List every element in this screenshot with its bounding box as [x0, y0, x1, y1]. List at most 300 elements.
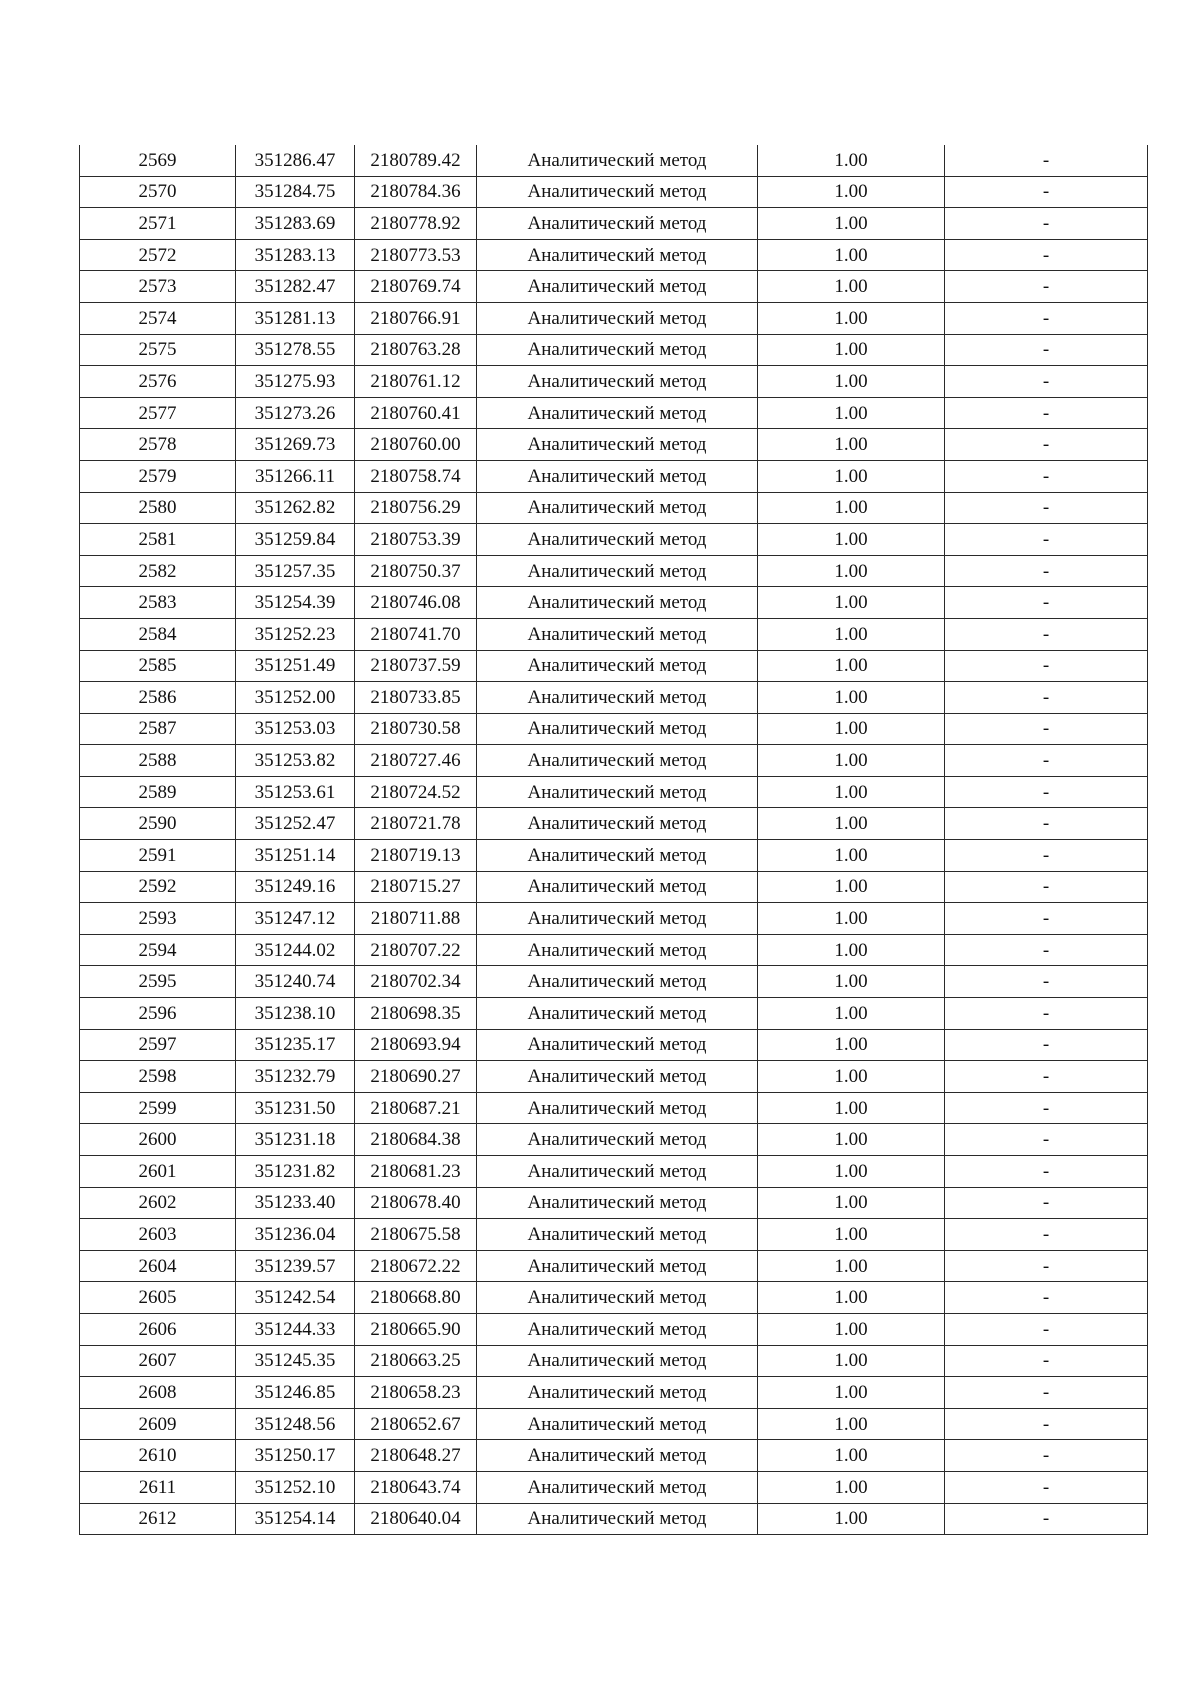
- y-coordinate-cell: 2180750.37: [355, 555, 477, 587]
- method-cell: Аналитический метод: [477, 1124, 758, 1156]
- x-coordinate-cell: 351240.74: [236, 966, 355, 998]
- point-number-cell: 2586: [80, 682, 236, 714]
- point-number-cell: 2577: [80, 397, 236, 429]
- description-cell: -: [945, 587, 1148, 619]
- accuracy-cell: 1.00: [758, 1503, 945, 1535]
- point-number-cell: 2600: [80, 1124, 236, 1156]
- x-coordinate-cell: 351278.55: [236, 334, 355, 366]
- description-cell: -: [945, 1219, 1148, 1251]
- method-cell: Аналитический метод: [477, 1250, 758, 1282]
- accuracy-cell: 1.00: [758, 145, 945, 176]
- accuracy-cell: 1.00: [758, 682, 945, 714]
- description-cell: -: [945, 1440, 1148, 1472]
- accuracy-cell: 1.00: [758, 998, 945, 1030]
- x-coordinate-cell: 351250.17: [236, 1440, 355, 1472]
- x-coordinate-cell: 351233.40: [236, 1187, 355, 1219]
- point-number-cell: 2576: [80, 366, 236, 398]
- table-row: [80, 271, 1148, 303]
- accuracy-cell: 1.00: [758, 745, 945, 777]
- y-coordinate-cell: 2180753.39: [355, 524, 477, 556]
- x-coordinate-cell: 351253.03: [236, 713, 355, 745]
- x-coordinate-cell: 351269.73: [236, 429, 355, 461]
- y-coordinate-cell: 2180719.13: [355, 840, 477, 872]
- x-coordinate-cell: 351266.11: [236, 460, 355, 492]
- accuracy-cell: 1.00: [758, 208, 945, 240]
- table-row: [80, 366, 1148, 398]
- accuracy-cell: 1.00: [758, 555, 945, 587]
- y-coordinate-cell: 2180763.28: [355, 334, 477, 366]
- y-coordinate-cell: 2180672.22: [355, 1250, 477, 1282]
- description-cell: -: [945, 871, 1148, 903]
- point-number-cell: 2597: [80, 1029, 236, 1061]
- point-number-cell: 2605: [80, 1282, 236, 1314]
- x-coordinate-cell: 351253.82: [236, 745, 355, 777]
- x-coordinate-cell: 351252.10: [236, 1471, 355, 1503]
- accuracy-cell: 1.00: [758, 1345, 945, 1377]
- table-row: [80, 587, 1148, 619]
- accuracy-cell: 1.00: [758, 871, 945, 903]
- table-row: [80, 966, 1148, 998]
- table-row: [80, 1219, 1148, 1251]
- description-cell: -: [945, 555, 1148, 587]
- y-coordinate-cell: 2180784.36: [355, 176, 477, 208]
- description-cell: -: [945, 1345, 1148, 1377]
- description-cell: -: [945, 1282, 1148, 1314]
- description-cell: -: [945, 998, 1148, 1030]
- table-row: [80, 555, 1148, 587]
- point-number-cell: 2610: [80, 1440, 236, 1472]
- y-coordinate-cell: 2180727.46: [355, 745, 477, 777]
- description-cell: -: [945, 1029, 1148, 1061]
- method-cell: Аналитический метод: [477, 682, 758, 714]
- method-cell: Аналитический метод: [477, 1219, 758, 1251]
- table-row: [80, 1440, 1148, 1472]
- method-cell: Аналитический метод: [477, 208, 758, 240]
- point-number-cell: 2571: [80, 208, 236, 240]
- y-coordinate-cell: 2180758.74: [355, 460, 477, 492]
- table-row: [80, 302, 1148, 334]
- table-row: [80, 1092, 1148, 1124]
- y-coordinate-cell: 2180769.74: [355, 271, 477, 303]
- accuracy-cell: 1.00: [758, 460, 945, 492]
- accuracy-cell: 1.00: [758, 1282, 945, 1314]
- description-cell: -: [945, 618, 1148, 650]
- x-coordinate-cell: 351231.82: [236, 1156, 355, 1188]
- y-coordinate-cell: 2180693.94: [355, 1029, 477, 1061]
- table-row: [80, 1124, 1148, 1156]
- point-number-cell: 2583: [80, 587, 236, 619]
- description-cell: -: [945, 966, 1148, 998]
- table-row: [80, 1471, 1148, 1503]
- method-cell: Аналитический метод: [477, 934, 758, 966]
- table-row: [80, 176, 1148, 208]
- x-coordinate-cell: 351249.16: [236, 871, 355, 903]
- method-cell: Аналитический метод: [477, 176, 758, 208]
- table-row: [80, 1061, 1148, 1093]
- method-cell: Аналитический метод: [477, 1503, 758, 1535]
- x-coordinate-cell: 351252.00: [236, 682, 355, 714]
- point-number-cell: 2570: [80, 176, 236, 208]
- x-coordinate-cell: 351281.13: [236, 302, 355, 334]
- table-row: [80, 1187, 1148, 1219]
- point-number-cell: 2608: [80, 1377, 236, 1409]
- table-row: [80, 1313, 1148, 1345]
- accuracy-cell: 1.00: [758, 524, 945, 556]
- point-number-cell: 2589: [80, 776, 236, 808]
- point-number-cell: 2592: [80, 871, 236, 903]
- x-coordinate-cell: 351275.93: [236, 366, 355, 398]
- method-cell: Аналитический метод: [477, 1282, 758, 1314]
- x-coordinate-cell: 351238.10: [236, 998, 355, 1030]
- x-coordinate-cell: 351239.57: [236, 1250, 355, 1282]
- accuracy-cell: 1.00: [758, 239, 945, 271]
- description-cell: -: [945, 1124, 1148, 1156]
- y-coordinate-cell: 2180773.53: [355, 239, 477, 271]
- y-coordinate-cell: 2180711.88: [355, 903, 477, 935]
- table-row: [80, 618, 1148, 650]
- table-row: [80, 145, 1148, 176]
- method-cell: Аналитический метод: [477, 1156, 758, 1188]
- x-coordinate-cell: 351244.02: [236, 934, 355, 966]
- accuracy-cell: 1.00: [758, 840, 945, 872]
- y-coordinate-cell: 2180652.67: [355, 1408, 477, 1440]
- method-cell: Аналитический метод: [477, 1345, 758, 1377]
- y-coordinate-cell: 2180756.29: [355, 492, 477, 524]
- accuracy-cell: 1.00: [758, 934, 945, 966]
- method-cell: Аналитический метод: [477, 840, 758, 872]
- description-cell: -: [945, 1503, 1148, 1535]
- x-coordinate-cell: 351252.47: [236, 808, 355, 840]
- y-coordinate-cell: 2180715.27: [355, 871, 477, 903]
- point-number-cell: 2604: [80, 1250, 236, 1282]
- description-cell: -: [945, 397, 1148, 429]
- accuracy-cell: 1.00: [758, 1250, 945, 1282]
- y-coordinate-cell: 2180678.40: [355, 1187, 477, 1219]
- point-number-cell: 2599: [80, 1092, 236, 1124]
- y-coordinate-cell: 2180684.38: [355, 1124, 477, 1156]
- table-row: [80, 1029, 1148, 1061]
- description-cell: -: [945, 1156, 1148, 1188]
- y-coordinate-cell: 2180690.27: [355, 1061, 477, 1093]
- description-cell: -: [945, 903, 1148, 935]
- point-number-cell: 2601: [80, 1156, 236, 1188]
- y-coordinate-cell: 2180698.35: [355, 998, 477, 1030]
- x-coordinate-cell: 351254.14: [236, 1503, 355, 1535]
- accuracy-cell: 1.00: [758, 429, 945, 461]
- method-cell: Аналитический метод: [477, 397, 758, 429]
- y-coordinate-cell: 2180746.08: [355, 587, 477, 619]
- table-row: [80, 1345, 1148, 1377]
- method-cell: Аналитический метод: [477, 1029, 758, 1061]
- y-coordinate-cell: 2180668.80: [355, 1282, 477, 1314]
- point-number-cell: 2593: [80, 903, 236, 935]
- method-cell: Аналитический метод: [477, 776, 758, 808]
- point-number-cell: 2587: [80, 713, 236, 745]
- x-coordinate-cell: 351253.61: [236, 776, 355, 808]
- table-row: [80, 397, 1148, 429]
- method-cell: Аналитический метод: [477, 871, 758, 903]
- y-coordinate-cell: 2180665.90: [355, 1313, 477, 1345]
- table-row: [80, 650, 1148, 682]
- method-cell: Аналитический метод: [477, 429, 758, 461]
- table-row: [80, 429, 1148, 461]
- description-cell: -: [945, 934, 1148, 966]
- table-row: [80, 1282, 1148, 1314]
- x-coordinate-cell: 351283.13: [236, 239, 355, 271]
- point-number-cell: 2572: [80, 239, 236, 271]
- y-coordinate-cell: 2180760.00: [355, 429, 477, 461]
- y-coordinate-cell: 2180730.58: [355, 713, 477, 745]
- x-coordinate-cell: 351247.12: [236, 903, 355, 935]
- x-coordinate-cell: 351244.33: [236, 1313, 355, 1345]
- accuracy-cell: 1.00: [758, 1408, 945, 1440]
- y-coordinate-cell: 2180687.21: [355, 1092, 477, 1124]
- method-cell: Аналитический метод: [477, 1092, 758, 1124]
- description-cell: -: [945, 1092, 1148, 1124]
- description-cell: -: [945, 176, 1148, 208]
- accuracy-cell: 1.00: [758, 1156, 945, 1188]
- x-coordinate-cell: 351254.39: [236, 587, 355, 619]
- point-number-cell: 2588: [80, 745, 236, 777]
- table-row: [80, 998, 1148, 1030]
- y-coordinate-cell: 2180766.91: [355, 302, 477, 334]
- point-number-cell: 2595: [80, 966, 236, 998]
- method-cell: Аналитический метод: [477, 618, 758, 650]
- point-number-cell: 2609: [80, 1408, 236, 1440]
- method-cell: Аналитический метод: [477, 239, 758, 271]
- point-number-cell: 2603: [80, 1219, 236, 1251]
- table-row: [80, 492, 1148, 524]
- point-number-cell: 2607: [80, 1345, 236, 1377]
- method-cell: Аналитический метод: [477, 524, 758, 556]
- coordinates-table: [79, 145, 1148, 1535]
- description-cell: -: [945, 776, 1148, 808]
- method-cell: Аналитический метод: [477, 713, 758, 745]
- y-coordinate-cell: 2180733.85: [355, 682, 477, 714]
- point-number-cell: 2575: [80, 334, 236, 366]
- accuracy-cell: 1.00: [758, 302, 945, 334]
- description-cell: -: [945, 1250, 1148, 1282]
- table-row: [80, 1503, 1148, 1535]
- y-coordinate-cell: 2180761.12: [355, 366, 477, 398]
- method-cell: Аналитический метод: [477, 745, 758, 777]
- description-cell: -: [945, 460, 1148, 492]
- y-coordinate-cell: 2180643.74: [355, 1471, 477, 1503]
- point-number-cell: 2580: [80, 492, 236, 524]
- description-cell: -: [945, 1313, 1148, 1345]
- y-coordinate-cell: 2180789.42: [355, 145, 477, 176]
- table-row: [80, 871, 1148, 903]
- method-cell: Аналитический метод: [477, 492, 758, 524]
- table-row: [80, 713, 1148, 745]
- description-cell: -: [945, 492, 1148, 524]
- x-coordinate-cell: 351246.85: [236, 1377, 355, 1409]
- table-row: [80, 334, 1148, 366]
- table-row: [80, 1408, 1148, 1440]
- y-coordinate-cell: 2180663.25: [355, 1345, 477, 1377]
- accuracy-cell: 1.00: [758, 1377, 945, 1409]
- point-number-cell: 2606: [80, 1313, 236, 1345]
- accuracy-cell: 1.00: [758, 366, 945, 398]
- description-cell: -: [945, 650, 1148, 682]
- point-number-cell: 2579: [80, 460, 236, 492]
- y-coordinate-cell: 2180778.92: [355, 208, 477, 240]
- description-cell: -: [945, 366, 1148, 398]
- method-cell: Аналитический метод: [477, 1471, 758, 1503]
- point-number-cell: 2590: [80, 808, 236, 840]
- description-cell: -: [945, 239, 1148, 271]
- method-cell: Аналитический метод: [477, 966, 758, 998]
- accuracy-cell: 1.00: [758, 176, 945, 208]
- description-cell: -: [945, 271, 1148, 303]
- point-number-cell: 2602: [80, 1187, 236, 1219]
- method-cell: Аналитический метод: [477, 903, 758, 935]
- x-coordinate-cell: 351232.79: [236, 1061, 355, 1093]
- accuracy-cell: 1.00: [758, 903, 945, 935]
- accuracy-cell: 1.00: [758, 1313, 945, 1345]
- description-cell: -: [945, 1061, 1148, 1093]
- accuracy-cell: 1.00: [758, 1219, 945, 1251]
- point-number-cell: 2596: [80, 998, 236, 1030]
- description-cell: -: [945, 840, 1148, 872]
- x-coordinate-cell: 351248.56: [236, 1408, 355, 1440]
- y-coordinate-cell: 2180702.34: [355, 966, 477, 998]
- point-number-cell: 2584: [80, 618, 236, 650]
- accuracy-cell: 1.00: [758, 966, 945, 998]
- accuracy-cell: 1.00: [758, 1440, 945, 1472]
- method-cell: Аналитический метод: [477, 1187, 758, 1219]
- x-coordinate-cell: 351283.69: [236, 208, 355, 240]
- x-coordinate-cell: 351262.82: [236, 492, 355, 524]
- accuracy-cell: 1.00: [758, 587, 945, 619]
- x-coordinate-cell: 351259.84: [236, 524, 355, 556]
- point-number-cell: 2591: [80, 840, 236, 872]
- method-cell: Аналитический метод: [477, 1377, 758, 1409]
- point-number-cell: 2598: [80, 1061, 236, 1093]
- accuracy-cell: 1.00: [758, 334, 945, 366]
- method-cell: Аналитический метод: [477, 271, 758, 303]
- table-row: [80, 682, 1148, 714]
- accuracy-cell: 1.00: [758, 1061, 945, 1093]
- accuracy-cell: 1.00: [758, 650, 945, 682]
- accuracy-cell: 1.00: [758, 618, 945, 650]
- table-row: [80, 239, 1148, 271]
- point-number-cell: 2573: [80, 271, 236, 303]
- description-cell: -: [945, 208, 1148, 240]
- method-cell: Аналитический метод: [477, 1440, 758, 1472]
- method-cell: Аналитический метод: [477, 1313, 758, 1345]
- point-number-cell: 2569: [80, 145, 236, 176]
- description-cell: -: [945, 745, 1148, 777]
- description-cell: -: [945, 1187, 1148, 1219]
- method-cell: Аналитический метод: [477, 555, 758, 587]
- y-coordinate-cell: 2180737.59: [355, 650, 477, 682]
- method-cell: Аналитический метод: [477, 302, 758, 334]
- accuracy-cell: 1.00: [758, 1471, 945, 1503]
- x-coordinate-cell: 351235.17: [236, 1029, 355, 1061]
- method-cell: Аналитический метод: [477, 587, 758, 619]
- accuracy-cell: 1.00: [758, 808, 945, 840]
- x-coordinate-cell: 351282.47: [236, 271, 355, 303]
- table-row: [80, 1250, 1148, 1282]
- table-row: [80, 524, 1148, 556]
- x-coordinate-cell: 351231.18: [236, 1124, 355, 1156]
- method-cell: Аналитический метод: [477, 1408, 758, 1440]
- y-coordinate-cell: 2180648.27: [355, 1440, 477, 1472]
- description-cell: -: [945, 524, 1148, 556]
- table-row: [80, 808, 1148, 840]
- accuracy-cell: 1.00: [758, 397, 945, 429]
- x-coordinate-cell: 351252.23: [236, 618, 355, 650]
- method-cell: Аналитический метод: [477, 808, 758, 840]
- x-coordinate-cell: 351251.49: [236, 650, 355, 682]
- method-cell: Аналитический метод: [477, 366, 758, 398]
- x-coordinate-cell: 351286.47: [236, 145, 355, 176]
- y-coordinate-cell: 2180707.22: [355, 934, 477, 966]
- table-row: [80, 903, 1148, 935]
- table-row: [80, 934, 1148, 966]
- description-cell: -: [945, 713, 1148, 745]
- table-row: [80, 1377, 1148, 1409]
- accuracy-cell: 1.00: [758, 713, 945, 745]
- table-row: [80, 460, 1148, 492]
- point-number-cell: 2578: [80, 429, 236, 461]
- y-coordinate-cell: 2180724.52: [355, 776, 477, 808]
- y-coordinate-cell: 2180658.23: [355, 1377, 477, 1409]
- point-number-cell: 2581: [80, 524, 236, 556]
- x-coordinate-cell: 351284.75: [236, 176, 355, 208]
- description-cell: -: [945, 302, 1148, 334]
- x-coordinate-cell: 351231.50: [236, 1092, 355, 1124]
- x-coordinate-cell: 351245.35: [236, 1345, 355, 1377]
- table-row: [80, 208, 1148, 240]
- accuracy-cell: 1.00: [758, 271, 945, 303]
- description-cell: -: [945, 334, 1148, 366]
- y-coordinate-cell: 2180741.70: [355, 618, 477, 650]
- description-cell: -: [945, 145, 1148, 176]
- accuracy-cell: 1.00: [758, 776, 945, 808]
- y-coordinate-cell: 2180681.23: [355, 1156, 477, 1188]
- description-cell: -: [945, 682, 1148, 714]
- method-cell: Аналитический метод: [477, 334, 758, 366]
- point-number-cell: 2594: [80, 934, 236, 966]
- coordinates-table-body: [80, 145, 1148, 1535]
- accuracy-cell: 1.00: [758, 1124, 945, 1156]
- method-cell: Аналитический метод: [477, 145, 758, 176]
- description-cell: -: [945, 1408, 1148, 1440]
- x-coordinate-cell: 351251.14: [236, 840, 355, 872]
- point-number-cell: 2611: [80, 1471, 236, 1503]
- y-coordinate-cell: 2180760.41: [355, 397, 477, 429]
- method-cell: Аналитический метод: [477, 998, 758, 1030]
- accuracy-cell: 1.00: [758, 492, 945, 524]
- y-coordinate-cell: 2180675.58: [355, 1219, 477, 1251]
- description-cell: -: [945, 1377, 1148, 1409]
- method-cell: Аналитический метод: [477, 650, 758, 682]
- y-coordinate-cell: 2180721.78: [355, 808, 477, 840]
- table-row: [80, 1156, 1148, 1188]
- point-number-cell: 2582: [80, 555, 236, 587]
- x-coordinate-cell: 351242.54: [236, 1282, 355, 1314]
- x-coordinate-cell: 351257.35: [236, 555, 355, 587]
- method-cell: Аналитический метод: [477, 1061, 758, 1093]
- table-row: [80, 840, 1148, 872]
- x-coordinate-cell: 351273.26: [236, 397, 355, 429]
- point-number-cell: 2612: [80, 1503, 236, 1535]
- point-number-cell: 2574: [80, 302, 236, 334]
- table-row: [80, 745, 1148, 777]
- method-cell: Аналитический метод: [477, 460, 758, 492]
